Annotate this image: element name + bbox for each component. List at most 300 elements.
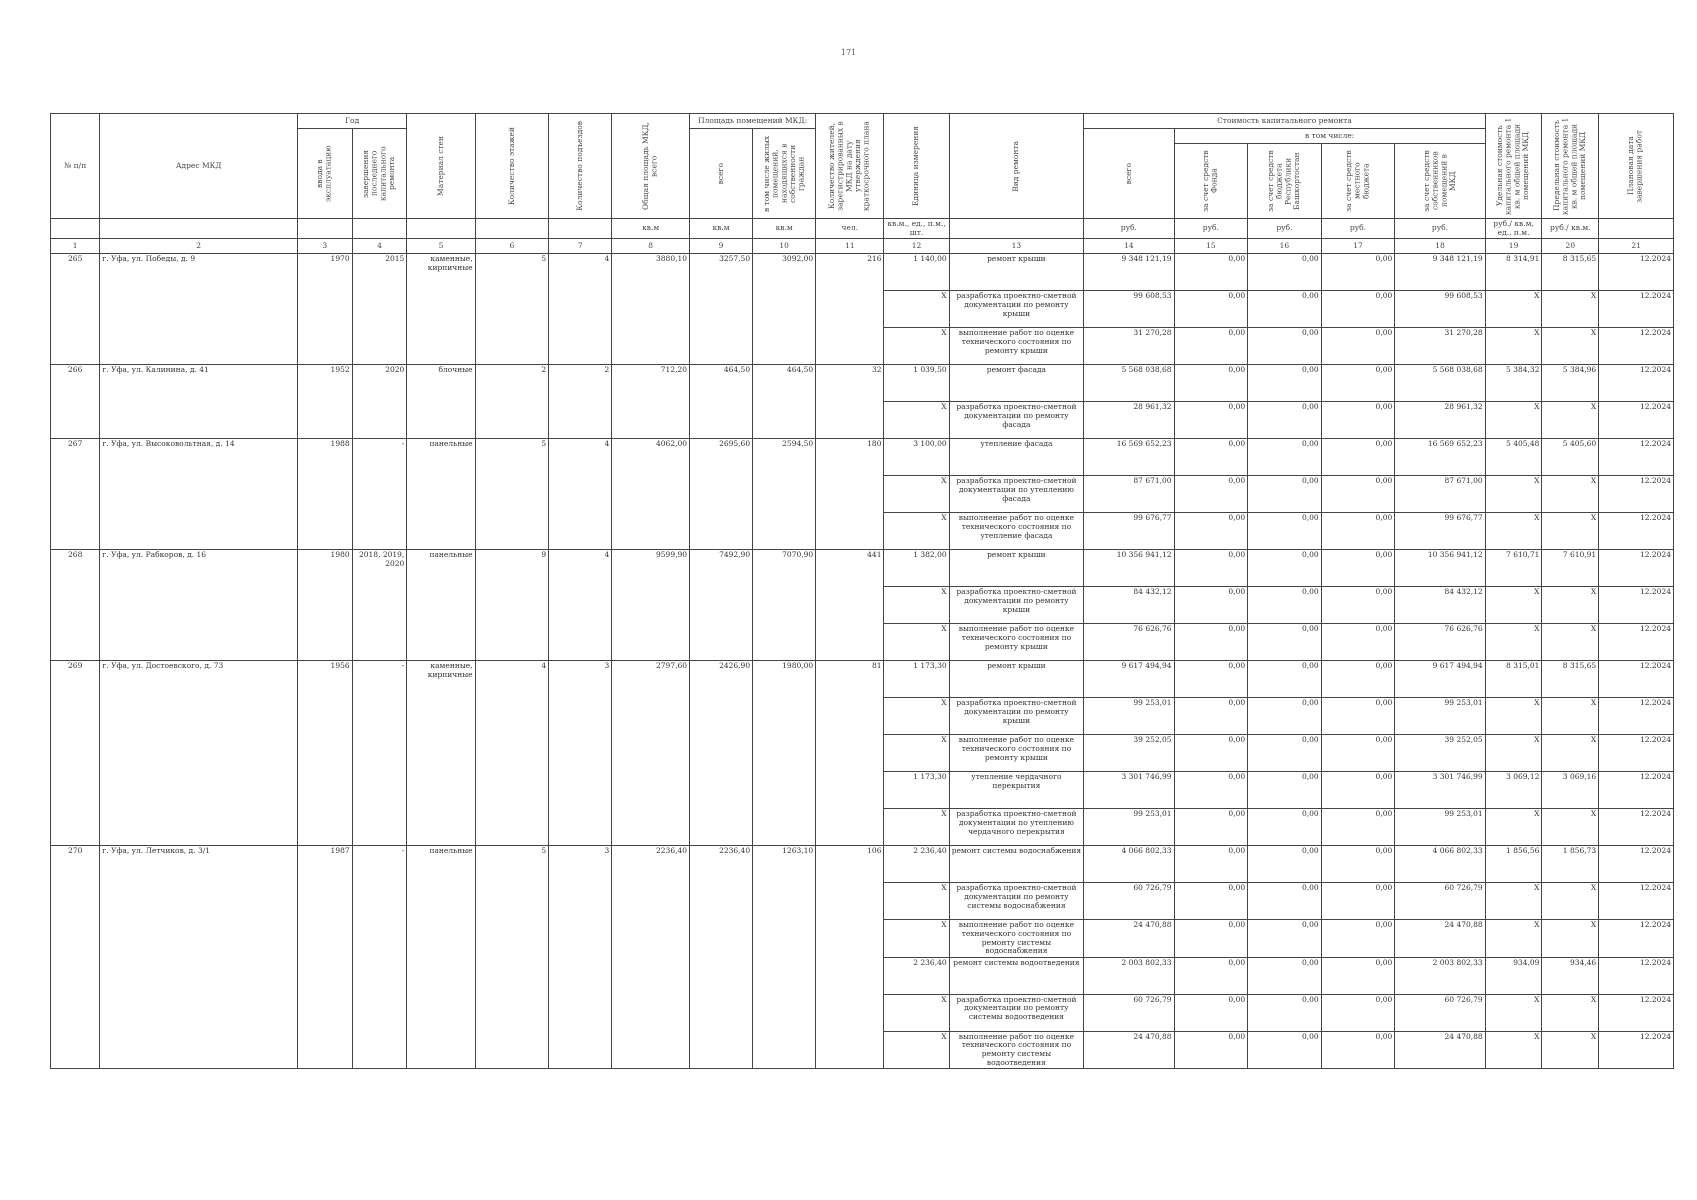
cost-owners: 99 253,01 [1395, 698, 1485, 735]
max-cost: X [1542, 513, 1599, 550]
column-index-cell: 2 [100, 239, 298, 254]
cost-owners: 60 726,79 [1395, 883, 1485, 920]
cost-total: 10 356 941,12 [1084, 550, 1174, 587]
specific-cost: 934,09 [1485, 957, 1542, 994]
cost-rb-budget: 0,00 [1248, 735, 1322, 772]
column-index-cell: 17 [1321, 239, 1395, 254]
cost-fund: 0,00 [1174, 550, 1248, 587]
house-address: г. Уфа, ул. Рабкоров, д. 16 [100, 550, 298, 661]
total-area: 3880,10 [612, 254, 690, 365]
column-index-cell: 13 [949, 239, 1084, 254]
cost-rb-budget: 0,00 [1248, 846, 1322, 883]
cost-total: 99 253,01 [1084, 809, 1174, 846]
deadline-date: 12.2024 [1599, 624, 1674, 661]
th-year-commissioning: ввода в эксплуатацию [297, 129, 352, 219]
house-number: 268 [51, 550, 100, 661]
column-index-cell: 14 [1084, 239, 1174, 254]
cost-fund: 0,00 [1174, 772, 1248, 809]
specific-cost: X [1485, 920, 1542, 958]
cost-local-budget: 0,00 [1321, 513, 1395, 550]
deadline-date: 12.2024 [1599, 513, 1674, 550]
cost-total: 60 726,79 [1084, 883, 1174, 920]
year-last-repair: - [352, 846, 407, 1069]
repair-type: ремонт фасада [949, 365, 1084, 402]
table-row [51, 661, 1674, 698]
specific-cost: X [1485, 994, 1542, 1031]
unit-cell: руб. [1395, 219, 1485, 239]
cost-rb-budget: 0,00 [1248, 439, 1322, 476]
max-cost: X [1542, 587, 1599, 624]
specific-cost: X [1485, 1031, 1542, 1069]
house-address: г. Уфа, ул. Достоевского, д. 73 [100, 661, 298, 846]
deadline-date: 12.2024 [1599, 550, 1674, 587]
deadline-date: 12.2024 [1599, 476, 1674, 513]
column-index-cell: 7 [549, 239, 612, 254]
max-cost: X [1542, 1031, 1599, 1069]
premises-total: 2695,60 [690, 439, 753, 550]
max-cost: 5 405,60 [1542, 439, 1599, 476]
total-area: 9599,90 [612, 550, 690, 661]
wall-material: панельные [407, 439, 475, 550]
table-body [51, 254, 1674, 1069]
deadline-date: 12.2024 [1599, 587, 1674, 624]
repair-type: разработка проектно-сметной документации по утеплению чердачного перекрытия [949, 809, 1084, 846]
work-unit: X [884, 328, 949, 365]
th-total-area: Общая площадь МКД, всего [612, 114, 690, 219]
entrances-count: 2 [549, 365, 612, 439]
column-index-cell: 8 [612, 239, 690, 254]
floors-count: 5 [475, 846, 549, 1069]
th-premises-total: всего [690, 129, 753, 219]
house-address: г. Уфа, ул. Победы, д. 9 [100, 254, 298, 365]
cost-total: 39 252,05 [1084, 735, 1174, 772]
table-row [51, 846, 1674, 883]
cost-local-budget: 0,00 [1321, 846, 1395, 883]
cost-total: 99 676,77 [1084, 513, 1174, 550]
cost-fund: 0,00 [1174, 624, 1248, 661]
specific-cost: X [1485, 402, 1542, 439]
unit-cell: кв.м., ед., п.м., шт. [884, 219, 949, 239]
column-index-cell: 21 [1599, 239, 1674, 254]
wall-material: панельные [407, 550, 475, 661]
cost-owners: 31 270,28 [1395, 328, 1485, 365]
specific-cost: X [1485, 328, 1542, 365]
floors-count: 5 [475, 439, 549, 550]
work-unit: X [884, 402, 949, 439]
specific-cost: 5 384,32 [1485, 365, 1542, 402]
cost-local-budget: 0,00 [1321, 698, 1395, 735]
cost-fund: 0,00 [1174, 846, 1248, 883]
cost-owners: 60 726,79 [1395, 994, 1485, 1031]
cost-owners: 28 961,32 [1395, 402, 1485, 439]
cost-local-budget: 0,00 [1321, 994, 1395, 1031]
work-unit: X [884, 920, 949, 958]
deadline-date: 12.2024 [1599, 439, 1674, 476]
repair-type: разработка проектно-сметной документации по ремонту системы водоотведения [949, 994, 1084, 1031]
wall-material: панельные [407, 846, 475, 1069]
repair-type: выполнение работ по оценке технического состояния по ремонту крыши [949, 328, 1084, 365]
column-index-cell: 5 [407, 239, 475, 254]
column-index-cell: 19 [1485, 239, 1542, 254]
cost-rb-budget: 0,00 [1248, 291, 1322, 328]
max-cost: 934,46 [1542, 957, 1599, 994]
premises-total: 464,50 [690, 365, 753, 439]
max-cost: X [1542, 402, 1599, 439]
cost-fund: 0,00 [1174, 809, 1248, 846]
cost-fund: 0,00 [1174, 957, 1248, 994]
cost-local-budget: 0,00 [1321, 587, 1395, 624]
premises-residential: 7070,90 [753, 550, 816, 661]
cost-owners: 16 569 652,23 [1395, 439, 1485, 476]
th-fund: за счет средств Фонда [1174, 144, 1248, 219]
deadline-date: 12.2024 [1599, 994, 1674, 1031]
max-cost: X [1542, 920, 1599, 958]
specific-cost: 1 856,56 [1485, 846, 1542, 883]
column-index-row [51, 239, 1674, 254]
max-cost: X [1542, 328, 1599, 365]
cost-local-budget: 0,00 [1321, 439, 1395, 476]
cost-rb-budget: 0,00 [1248, 957, 1322, 994]
th-repair-type: Вид ремонта [949, 114, 1084, 219]
year-commissioning: 1956 [297, 661, 352, 846]
cost-fund: 0,00 [1174, 254, 1248, 291]
residents-count: 106 [816, 846, 884, 1069]
cost-local-budget: 0,00 [1321, 809, 1395, 846]
cost-rb-budget: 0,00 [1248, 254, 1322, 291]
house-address: г. Уфа, ул. Калинина, д. 41 [100, 365, 298, 439]
premises-total: 2236,40 [690, 846, 753, 1069]
column-index-cell: 18 [1395, 239, 1485, 254]
unit-cell: руб. [1248, 219, 1322, 239]
specific-cost: X [1485, 476, 1542, 513]
cost-total: 16 569 652,23 [1084, 439, 1174, 476]
work-unit: 2 236,40 [884, 957, 949, 994]
cost-owners: 87 671,00 [1395, 476, 1485, 513]
repair-type: выполнение работ по оценке технического состояния по ремонту крыши [949, 624, 1084, 661]
year-last-repair: - [352, 439, 407, 550]
deadline-date: 12.2024 [1599, 365, 1674, 402]
deadline-date: 12.2024 [1599, 291, 1674, 328]
specific-cost: 8 315,01 [1485, 661, 1542, 698]
house-number: 266 [51, 365, 100, 439]
cost-owners: 9 617 494,94 [1395, 661, 1485, 698]
cost-fund: 0,00 [1174, 920, 1248, 958]
repair-type: разработка проектно-сметной документации по ремонту системы водоснабжения [949, 883, 1084, 920]
cost-local-budget: 0,00 [1321, 291, 1395, 328]
max-cost: 1 856,73 [1542, 846, 1599, 883]
column-index-cell: 3 [297, 239, 352, 254]
repair-register-table [50, 113, 1674, 1069]
th-premises-group: Площадь помещений МКД: [690, 114, 816, 129]
specific-cost: X [1485, 513, 1542, 550]
cost-owners: 2 003 802,33 [1395, 957, 1485, 994]
column-index-cell: 20 [1542, 239, 1599, 254]
total-area: 2797,60 [612, 661, 690, 846]
specific-cost: 5 405,48 [1485, 439, 1542, 476]
work-unit: X [884, 809, 949, 846]
cost-rb-budget: 0,00 [1248, 920, 1322, 958]
cost-local-budget: 0,00 [1321, 957, 1395, 994]
year-last-repair: 2015 [352, 254, 407, 365]
cost-fund: 0,00 [1174, 698, 1248, 735]
max-cost: X [1542, 994, 1599, 1031]
cost-fund: 0,00 [1174, 735, 1248, 772]
specific-cost: 7 610,71 [1485, 550, 1542, 587]
cost-total: 99 608,53 [1084, 291, 1174, 328]
house-address: г. Уфа, ул. Летчиков, д. 3/1 [100, 846, 298, 1069]
specific-cost: X [1485, 883, 1542, 920]
repair-type: ремонт крыши [949, 550, 1084, 587]
wall-material: каменные, кирпичные [407, 254, 475, 365]
column-index-cell: 10 [753, 239, 816, 254]
year-commissioning: 1987 [297, 846, 352, 1069]
specific-cost: X [1485, 624, 1542, 661]
column-index-cell: 12 [884, 239, 949, 254]
th-num: № п/п [51, 114, 100, 219]
units-row [51, 219, 1674, 239]
th-year-group: Год [297, 114, 406, 129]
cost-fund: 0,00 [1174, 439, 1248, 476]
table-row [51, 254, 1674, 291]
max-cost: 8 315,65 [1542, 254, 1599, 291]
cost-total: 76 626,76 [1084, 624, 1174, 661]
cost-rb-budget: 0,00 [1248, 772, 1322, 809]
cost-fund: 0,00 [1174, 994, 1248, 1031]
cost-rb-budget: 0,00 [1248, 402, 1322, 439]
repair-type: ремонт крыши [949, 254, 1084, 291]
house-number: 267 [51, 439, 100, 550]
th-address: Адрес МКД [100, 114, 298, 219]
specific-cost: 8 314,91 [1485, 254, 1542, 291]
th-cost-group: Стоимость капитального ремонта [1084, 114, 1486, 129]
repair-type: ремонт крыши [949, 661, 1084, 698]
cost-total: 5 568 038,68 [1084, 365, 1174, 402]
cost-total: 31 270,28 [1084, 328, 1174, 365]
cost-owners: 99 608,53 [1395, 291, 1485, 328]
column-index-cell: 4 [352, 239, 407, 254]
repair-type: выполнение работ по оценке технического состояния по ремонту крыши [949, 735, 1084, 772]
cost-total: 87 671,00 [1084, 476, 1174, 513]
house-number: 269 [51, 661, 100, 846]
cost-owners: 4 066 802,33 [1395, 846, 1485, 883]
cost-rb-budget: 0,00 [1248, 624, 1322, 661]
max-cost: X [1542, 698, 1599, 735]
work-unit: X [884, 1031, 949, 1069]
premises-residential: 464,50 [753, 365, 816, 439]
cost-rb-budget: 0,00 [1248, 587, 1322, 624]
work-unit: X [884, 587, 949, 624]
cost-fund: 0,00 [1174, 365, 1248, 402]
cost-rb-budget: 0,00 [1248, 513, 1322, 550]
cost-owners: 39 252,05 [1395, 735, 1485, 772]
work-unit: X [884, 624, 949, 661]
cost-fund: 0,00 [1174, 328, 1248, 365]
th-deadline: Плановая дата завершения работ [1599, 114, 1674, 219]
entrances-count: 3 [549, 661, 612, 846]
deadline-date: 12.2024 [1599, 661, 1674, 698]
unit-cell: руб. [1084, 219, 1174, 239]
residents-count: 216 [816, 254, 884, 365]
entrances-count: 3 [549, 846, 612, 1069]
th-rb-budget: за счет средств бюджета Республики Башкортостан [1248, 144, 1322, 219]
cost-total: 3 301 746,99 [1084, 772, 1174, 809]
cost-local-budget: 0,00 [1321, 624, 1395, 661]
deadline-date: 12.2024 [1599, 809, 1674, 846]
work-unit: 3 100,00 [884, 439, 949, 476]
cost-local-budget: 0,00 [1321, 550, 1395, 587]
specific-cost: X [1485, 698, 1542, 735]
specific-cost: X [1485, 291, 1542, 328]
unit-cell: кв.м [612, 219, 690, 239]
floors-count: 4 [475, 661, 549, 846]
work-unit: 2 236,40 [884, 846, 949, 883]
premises-residential: 1263,10 [753, 846, 816, 1069]
cost-total: 24 470,88 [1084, 920, 1174, 958]
cost-fund: 0,00 [1174, 402, 1248, 439]
cost-rb-budget: 0,00 [1248, 476, 1322, 513]
floors-count: 2 [475, 365, 549, 439]
year-commissioning: 1988 [297, 439, 352, 550]
total-area: 2236,40 [612, 846, 690, 1069]
max-cost: 5 384,96 [1542, 365, 1599, 402]
cost-total: 60 726,79 [1084, 994, 1174, 1031]
residents-count: 81 [816, 661, 884, 846]
deadline-date: 12.2024 [1599, 957, 1674, 994]
wall-material: блочные [407, 365, 475, 439]
cost-local-budget: 0,00 [1321, 1031, 1395, 1069]
cost-fund: 0,00 [1174, 476, 1248, 513]
unit-cell: руб. [1321, 219, 1395, 239]
cost-owners: 5 568 038,68 [1395, 365, 1485, 402]
specific-cost: X [1485, 809, 1542, 846]
cost-total: 84 432,12 [1084, 587, 1174, 624]
cost-local-budget: 0,00 [1321, 254, 1395, 291]
specific-cost: X [1485, 735, 1542, 772]
year-last-repair: 2020 [352, 365, 407, 439]
cost-local-budget: 0,00 [1321, 402, 1395, 439]
deadline-date: 12.2024 [1599, 920, 1674, 958]
repair-type: разработка проектно-сметной документации по ремонту фасада [949, 402, 1084, 439]
max-cost: 7 610,91 [1542, 550, 1599, 587]
cost-local-budget: 0,00 [1321, 920, 1395, 958]
th-entrances: Количество подъездов [549, 114, 612, 219]
cost-rb-budget: 0,00 [1248, 883, 1322, 920]
residents-count: 32 [816, 365, 884, 439]
repair-type: разработка проектно-сметной документации по ремонту крыши [949, 587, 1084, 624]
house-number: 265 [51, 254, 100, 365]
deadline-date: 12.2024 [1599, 254, 1674, 291]
work-unit: X [884, 883, 949, 920]
entrances-count: 4 [549, 439, 612, 550]
work-unit: X [884, 476, 949, 513]
cost-owners: 99 253,01 [1395, 809, 1485, 846]
cost-fund: 0,00 [1174, 291, 1248, 328]
deadline-date: 12.2024 [1599, 402, 1674, 439]
residents-count: 441 [816, 550, 884, 661]
deadline-date: 12.2024 [1599, 883, 1674, 920]
max-cost: X [1542, 883, 1599, 920]
cost-fund: 0,00 [1174, 587, 1248, 624]
house-number: 270 [51, 846, 100, 1069]
premises-residential: 3092,00 [753, 254, 816, 365]
max-cost: X [1542, 476, 1599, 513]
th-cost-incl: в том числе: [1174, 129, 1485, 144]
cost-owners: 9 348 121,19 [1395, 254, 1485, 291]
cost-fund: 0,00 [1174, 661, 1248, 698]
premises-total: 2426,90 [690, 661, 753, 846]
cost-local-budget: 0,00 [1321, 883, 1395, 920]
unit-cell: руб./ кв.м. [1542, 219, 1599, 239]
th-floors: Количество этажей [475, 114, 549, 219]
work-unit: 1 173,30 [884, 661, 949, 698]
residents-count: 180 [816, 439, 884, 550]
column-index-cell: 15 [1174, 239, 1248, 254]
repair-type: выполнение работ по оценке технического состояния по ремонту системы водоснабжения [949, 920, 1084, 958]
work-unit: X [884, 291, 949, 328]
repair-type: утепление фасада [949, 439, 1084, 476]
deadline-date: 12.2024 [1599, 328, 1674, 365]
cost-owners: 10 356 941,12 [1395, 550, 1485, 587]
column-index-cell: 11 [816, 239, 884, 254]
deadline-date: 12.2024 [1599, 1031, 1674, 1069]
cost-owners: 24 470,88 [1395, 920, 1485, 958]
entrances-count: 4 [549, 254, 612, 365]
th-local-budget: за счет средств местного бюджета [1321, 144, 1395, 219]
repair-type: разработка проектно-сметной документации по ремонту крыши [949, 698, 1084, 735]
th-residents: Количество жителей, зарегистрированных в МКД на дату утверждения краткосрочного плана [816, 114, 884, 219]
cost-total: 28 961,32 [1084, 402, 1174, 439]
cost-local-budget: 0,00 [1321, 476, 1395, 513]
premises-total: 3257,50 [690, 254, 753, 365]
work-unit: X [884, 698, 949, 735]
cost-fund: 0,00 [1174, 1031, 1248, 1069]
repair-type: разработка проектно-сметной документации по утеплению фасада [949, 476, 1084, 513]
entrances-count: 4 [549, 550, 612, 661]
max-cost: 8 315,65 [1542, 661, 1599, 698]
work-unit: 1 039,50 [884, 365, 949, 402]
column-index-cell: 1 [51, 239, 100, 254]
repair-type: разработка проектно-сметной документации по ремонту крыши [949, 291, 1084, 328]
premises-residential: 2594,50 [753, 439, 816, 550]
cost-rb-budget: 0,00 [1248, 550, 1322, 587]
cost-total: 2 003 802,33 [1084, 957, 1174, 994]
th-owners: за счет средств собственников помещений в МКД [1395, 144, 1485, 219]
cost-total: 9 617 494,94 [1084, 661, 1174, 698]
table-row [51, 439, 1674, 476]
cost-rb-budget: 0,00 [1248, 809, 1322, 846]
unit-cell: руб. [1174, 219, 1248, 239]
th-material: Материал стен [407, 114, 475, 219]
specific-cost: 3 069,12 [1485, 772, 1542, 809]
work-unit: X [884, 994, 949, 1031]
th-max-cost: Предельная стоимость капитального ремонта 1 кв. м общей площади помещений МКД [1542, 114, 1599, 219]
cost-rb-budget: 0,00 [1248, 328, 1322, 365]
column-index-cell: 6 [475, 239, 549, 254]
unit-cell: руб./ кв.м, ед., п.м. [1485, 219, 1542, 239]
repair-type: выполнение работ по оценке технического состояния по ремонту системы водоотведения [949, 1031, 1084, 1069]
cost-total: 9 348 121,19 [1084, 254, 1174, 291]
unit-cell: кв.м [690, 219, 753, 239]
cost-owners: 84 432,12 [1395, 587, 1485, 624]
cost-local-budget: 0,00 [1321, 772, 1395, 809]
max-cost: X [1542, 291, 1599, 328]
total-area: 712,20 [612, 365, 690, 439]
cost-local-budget: 0,00 [1321, 735, 1395, 772]
floors-count: 5 [475, 254, 549, 365]
max-cost: X [1542, 624, 1599, 661]
year-commissioning: 1952 [297, 365, 352, 439]
table-row [51, 365, 1674, 402]
